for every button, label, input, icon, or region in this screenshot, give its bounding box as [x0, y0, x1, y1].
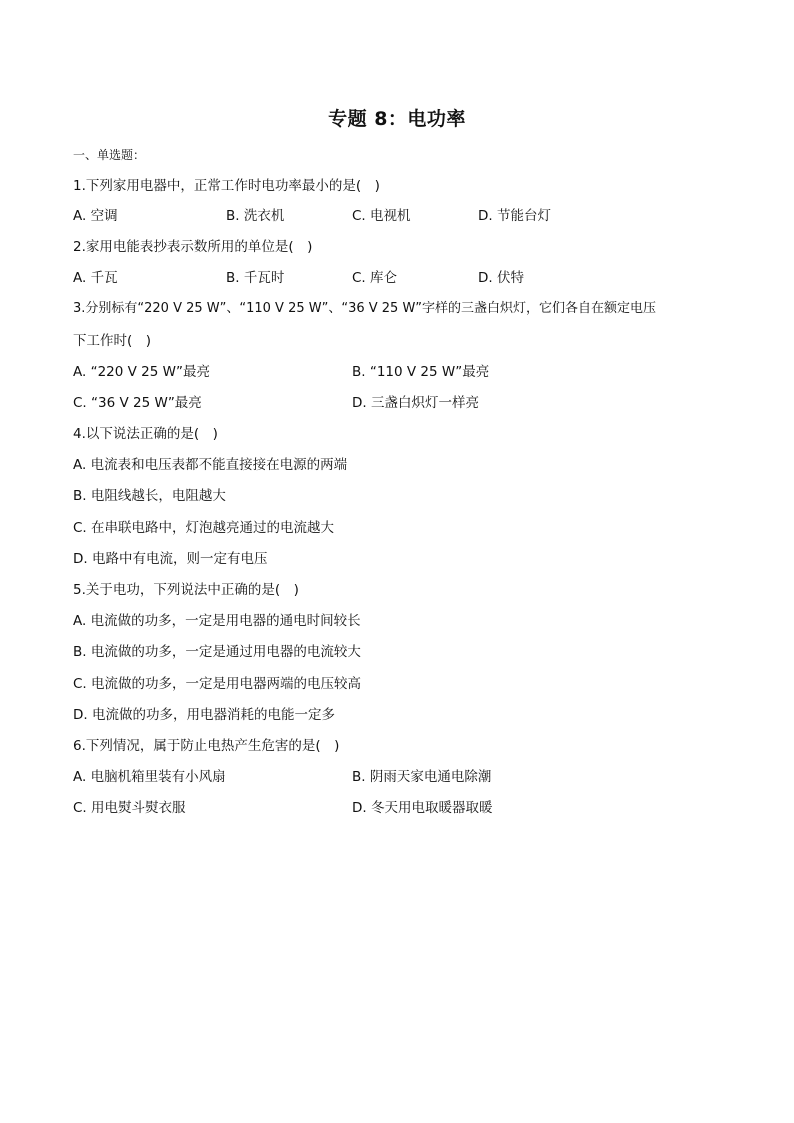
question-6-stem: 6.下列情况，属于防止电热产生危害的是( ) — [73, 738, 340, 754]
question-3-stem-line-2: 下工作时( ) — [73, 333, 152, 349]
question-4-option-a: A. 电流表和电压表都不能直接接在电源的两端 — [73, 457, 348, 473]
section-heading: 一、单选题： — [73, 148, 146, 162]
question-6-option-b: B. 阴雨天家电通电除潮 — [352, 769, 492, 785]
question-5-stem: 5.关于电功，下列说法中正确的是( ) — [73, 582, 299, 598]
question-2-stem: 2.家用电能表抄表示数所用的单位是( ) — [73, 239, 313, 255]
question-3-option-d: D. 三盏白炽灯一样亮 — [352, 395, 479, 411]
question-4-option-b: B. 电阻线越长，电阻越大 — [73, 488, 226, 504]
question-6-option-c: C. 用电熨斗熨衣服 — [73, 800, 186, 816]
question-1-stem: 1.下列家用电器中，正常工作时电功率最小的是( ) — [73, 178, 380, 194]
question-4-option-c: C. 在串联电路中，灯泡越亮通过的电流越大 — [73, 520, 335, 536]
question-2-option-d: D. 伏特 — [478, 270, 524, 286]
question-3-option-b: B. “110 V 25 W”最亮 — [352, 364, 490, 380]
question-1-option-b: B. 洗衣机 — [226, 208, 285, 224]
question-5-option-a: A. 电流做的功多，一定是用电器的通电时间较长 — [73, 613, 361, 629]
question-3-option-c: C. “36 V 25 W”最亮 — [73, 395, 202, 411]
question-5-option-d: D. 电流做的功多，用电器消耗的电能一定多 — [73, 707, 335, 723]
question-1-option-d: D. 节能台灯 — [478, 208, 551, 224]
page-title: 专题 8：电功率 — [328, 108, 466, 130]
question-6-option-d: D. 冬天用电取暖器取暖 — [352, 800, 493, 816]
question-4-option-d: D. 电路中有电流，则一定有电压 — [73, 551, 268, 567]
question-2-option-b: B. 千瓦时 — [226, 270, 285, 286]
question-3-stem-line-1: 3.分别标有“220 V 25 W”、“110 V 25 W”、“36 V 25 W”字样的三盏白炽灯，它们各自在额定电压 — [73, 301, 657, 316]
question-3-option-a: A. “220 V 25 W”最亮 — [73, 364, 210, 380]
question-2-option-a: A. 千瓦 — [73, 270, 118, 286]
question-4-stem: 4.以下说法正确的是( ) — [73, 426, 218, 442]
question-6-option-a: A. 电脑机箱里装有小风扇 — [73, 769, 226, 785]
question-5-option-c: C. 电流做的功多，一定是用电器两端的电压较高 — [73, 676, 362, 692]
question-5-option-b: B. 电流做的功多，一定是通过用电器的电流较大 — [73, 644, 361, 660]
question-1-option-c: C. 电视机 — [352, 208, 411, 224]
question-1-option-a: A. 空调 — [73, 208, 118, 224]
question-2-option-c: C. 库仑 — [352, 270, 398, 286]
